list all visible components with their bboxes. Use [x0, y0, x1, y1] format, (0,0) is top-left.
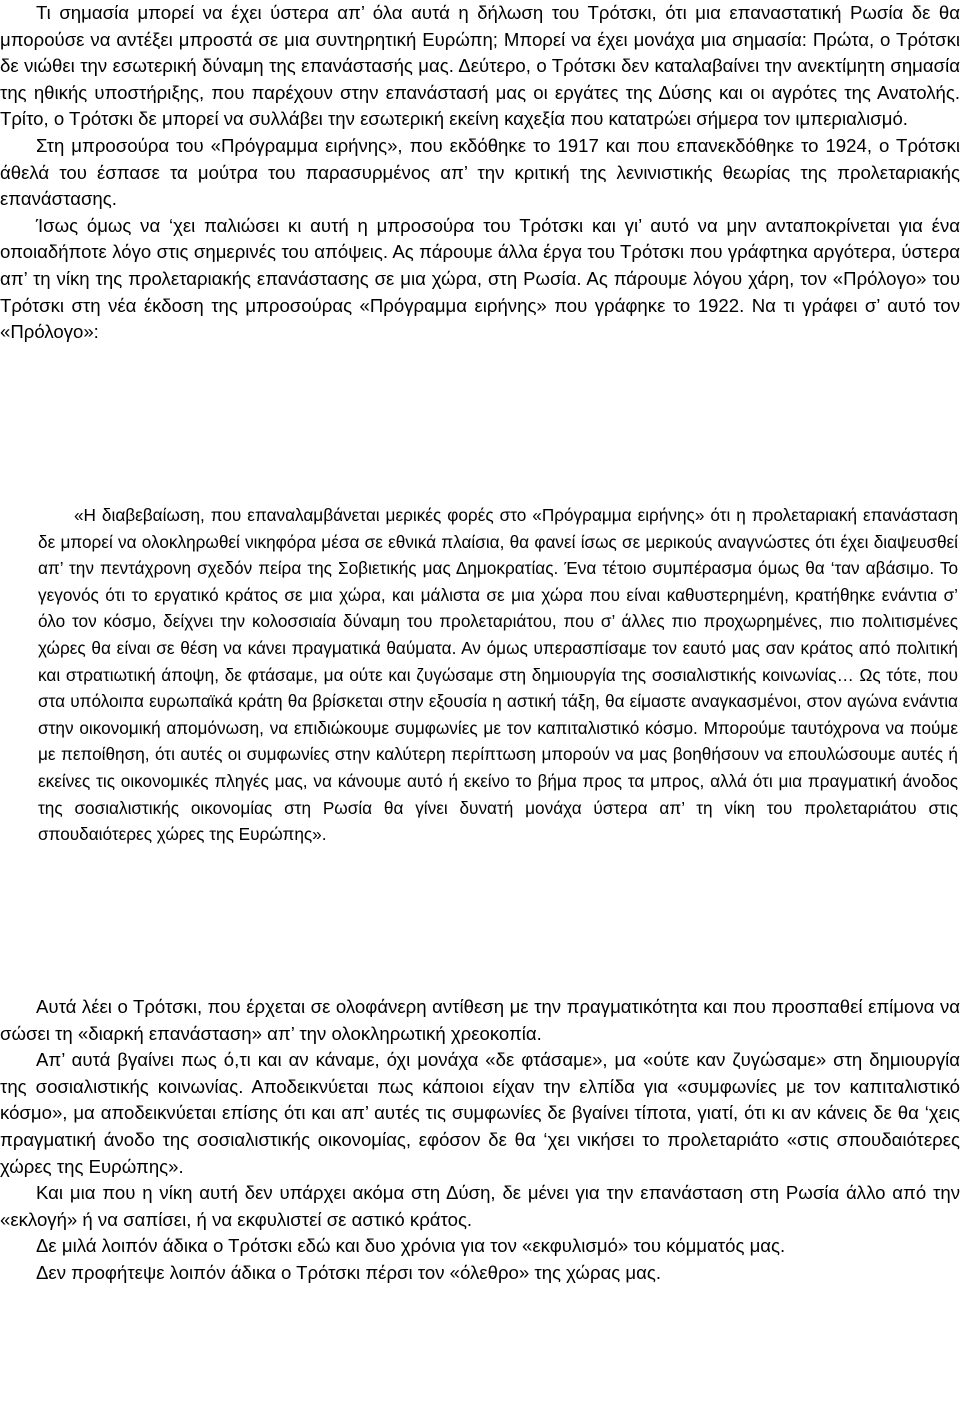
paragraph-dilosi-trotski: Τι σημασία μπορεί να έχει ύστερα απ’ όλα αυτά η δήλωση του Τρότσκι, ότι μια επαναστατική Ρωσία δε θα μπορούσε να αντέξει μπροστά σε μια συντηρητική Ευρώπη; Μπορεί να έχει μονάχα μια σημασία: Πρώτα, ο Τρότσκι δε νιώθει την εσωτερική δύναμη της επανάστασής μας. Δεύτερο, ο Τρότσκι δεν καταλαβαίνει την ανεκτίμητη σημασία της ηθικής υποστήριξης, που παρέχουν στην επανάστασή μας οι εργάτες της Δύσης και οι αγρότες της Ανατολής. Τρίτο, ο Τρότσκι δε μπορεί να συλλάβει την εσωτερική εκείνη καχεξία που κατατρώει σήμερα τον ιμπεριαλισμό.	[0, 2, 960, 130]
paragraph-conclusion: Απ’ αυτά βγαίνει πως ό,τι και αν κάναμε, όχι μονάχα «δε φτάσαμε», μα «ούτε καν ζυγώσαμε» στη δημιουργία της σοσιαλιστικής κοινωνίας. Αποδεικνύεται πως κάποιοι είχαν την ελπίδα για «συμφωνίες με τον καπιταλιστικό κόσμο», μα αποδεικνύεται επίσης ότι και απ’ αυτές τις συμφωνίες δε βγαίνει τίποτα, γιατί, ότι κι αν κάνεις δε θα ‘χεις πραγματική άνοδο της σοσιαλιστικής οικονομίας, εφόσον δε θα ‘χει νικήσει το προλεταριάτο «στις σπουδαιότερες χώρες της Ευρώπης».	[0, 1049, 960, 1177]
paragraph-contradiction: Αυτά λέει ο Τρότσκι, που έρχεται σε ολοφάνερη αντίθεση με την πραγματικότητα και που προσπαθεί επίμονα να σώσει τη «διαρκή επανάσταση» απ’ την ολοκληρωτική χρεοκοπία.	[0, 996, 960, 1044]
top-text-block	[0, 0, 960, 346]
paragraph-degeneration: Δε μιλά λοιπόν άδικα ο Τρότσκι εδώ και δυο χρόνια για τον «εκφυλισμό» του κόμματός μας.	[36, 1235, 786, 1257]
paragraph-prophecy: Δεν προφήτεψε λοιπόν άδικα ο Τρότσκι πέρσι τον «όλεθρο» της χώρας μας.	[36, 1261, 661, 1283]
bottom-text-block	[0, 994, 960, 1287]
paragraph-west-victory: Και μια που η νίκη αυτή δεν υπάρχει ακόμα στη Δύση, δε μένει για την επανάσταση στη Ρωσία άλλο από την «εκλογή» ή να σαπίσει, ή να εκφυλιστεί σε αστικό κράτος.	[0, 1182, 960, 1230]
block-quote-prologue: «Η διαβεβαίωση, που επαναλαμβάνεται μερικές φορές στο «Πρόγραμμα ειρήνης» ότι η προλεταριακή επανάσταση δε μπορεί να ολοκληρωθεί νικηφόρα μέσα σε εθνικά πλαίσια, θα φανεί ίσως σε μερικούς αναγνώστες ότι έχει διαψευσθεί απ’ την πεντάχρονη σχεδόν πείρα της Σοβιετικής μας Δημοκρατίας. Ένα τέτοιο συμπέρασμα όμως θα ‘ταν αβάσιμο. Το γεγονός ότι το εργατικό κράτος σε μια χώρα, και μάλιστα σε μια χώρα που είναι καθυστερημένη, κρατήθηκε ενάντια σ’ όλο τον κόσμο, δείχνει την κολοσσιαία δύναμη του προλεταριάτου, που σ’ άλλες πιο προχωρημένες, πιο πολιτισμένες χώρες θα είναι σε θέση να κάνει πραγματικά θαύματα. Αν όμως υπερασπίσαμε τον εαυτό μας σαν κράτος από πολιτική και στρατιωτική άποψη, δε φτάσαμε, μα ούτε και ζυγώσαμε στη δημιουργία της σοσιαλιστικής κοινωνίας… Ως τότε, που στα υπόλοιπα ευρωπαϊκά κράτη θα βρίσκεται στην εξουσία η αστική τάξη, θα είμαστε αναγκασμένοι, στον αγώνα ενάντια στην οικονομική απομόνωση, να επιδιώκουμε συμφωνίες με τον καπιταλιστικό κόσμο. Μπορούμε ταυτόχρονα να πούμε με πεποίθηση, ότι αυτές οι συμφωνίες στην καλύτερη περίπτωση μπορούν να μας βοηθήσουν να επουλώσουμε αυτές ή εκείνες τις οικονομικές πληγές μας, να κάνουμε αυτό ή εκείνο το βήμα προς τα μπρος, αλλά ότι μια πραγματική άνοδος της σοσιαλιστικής οικονομίας στη Ρωσία θα γίνει δυνατή μονάχα ύστερα απ’ τη νίκη του προλεταριάτου στις σπουδαιότερες χώρες της Ευρώπης».	[38, 505, 958, 845]
paragraph-prologue-intro: Ίσως όμως να ‘χει παλιώσει κι αυτή η μπροσούρα του Τρότσκι και γι’ αυτό να μην ανταποκρίνεται για ένα οποιαδήποτε λόγο στις σημερινές του απόψεις. Ας πάρουμε άλλα έργα του Τρότσκι που γράφτηκα αργότερα, ύστερα απ’ τη νίκη της προλεταριακής επανάστασης σε μια χώρα, στη Ρωσία. Ας πάρουμε λόγου χάρη, τον «Πρόλογο» του Τρότσκι στη νέα έκδοση της μπροσούρας «Πρόγραμμα ειρήνης» που γράφηκε το 1922. Να τι γράφει σ’ αυτό τον «Πρόλογο»:	[0, 214, 960, 343]
paragraph-brochure-1917: Στη μπροσούρα του «Πρόγραμμα ειρήνης», που εκδόθηκε το 1917 και που επανεκδόθηκε το 1924, ο Τρότσκι άθελά του έσπασε τα μούτρα του παρασυρμένος απ’ την κριτική της λενινιστικής θεωρίας της προλεταριακής επανάστασης.	[0, 134, 960, 210]
